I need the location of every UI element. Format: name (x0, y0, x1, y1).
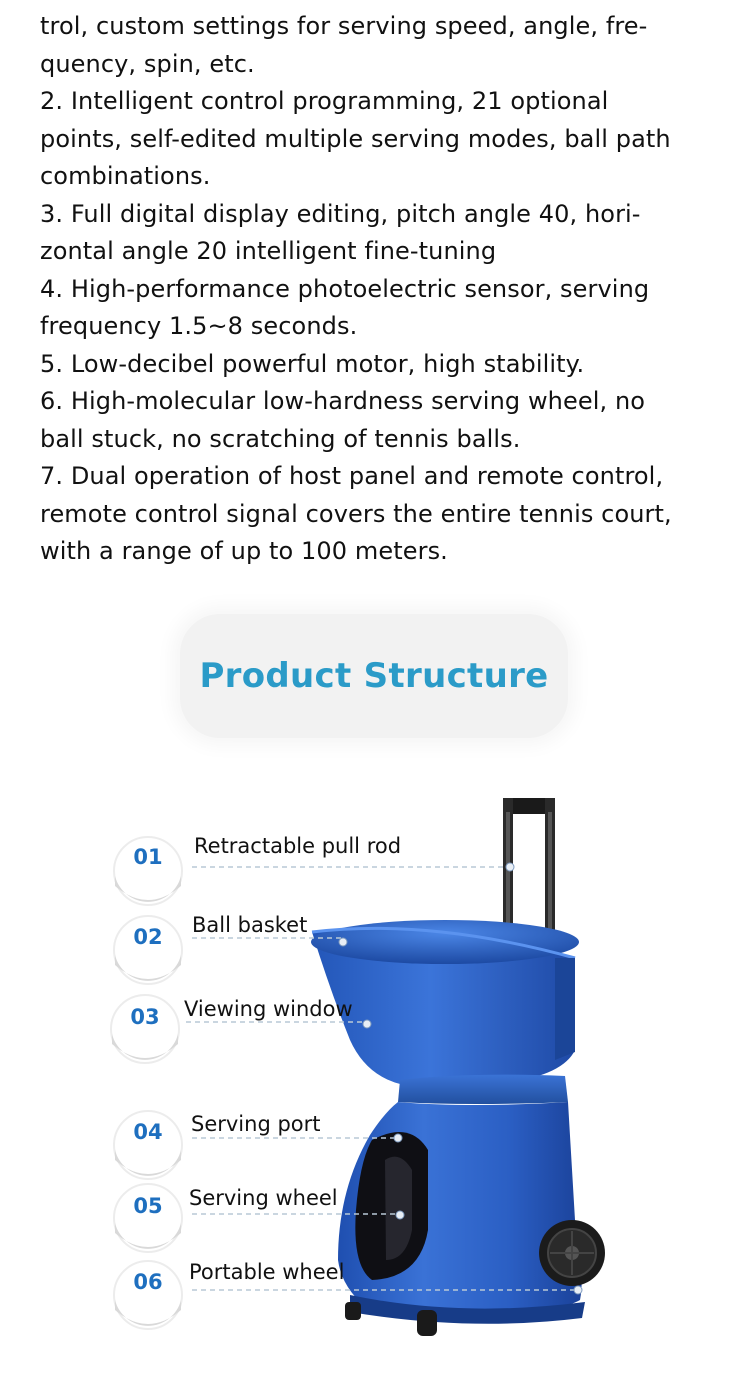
feature-line: combinations. (40, 162, 211, 190)
product-structure-diagram (0, 790, 750, 1383)
feature-line: remote control signal covers the entire tennis court, (40, 499, 672, 528)
part-number: 05 (133, 1194, 163, 1218)
middle-band (398, 1075, 568, 1104)
part-number: 04 (133, 1120, 163, 1144)
part-label-viewing-window: Viewing window (184, 997, 353, 1021)
feature-line: 4. High-performance photoelectric sensor, serving (40, 274, 650, 303)
feature-list (40, 8, 720, 571)
part-number: 03 (130, 1005, 160, 1029)
section-title: Product Structure (199, 656, 549, 696)
part-badge-06 (113, 1257, 183, 1327)
part-badge-04 (113, 1107, 183, 1177)
part-badge-05 (113, 1181, 183, 1251)
feature-line: zontal angle 20 intelligent fine-tuning (40, 237, 497, 265)
part-label-portable-wheel: Portable wheel (189, 1260, 345, 1284)
part-badge-02 (113, 912, 183, 982)
part-label-serving-port: Serving port (191, 1112, 321, 1136)
badge-shapes (111, 837, 182, 1329)
part-label-retractable-pull-rod: Retractable pull rod (194, 834, 402, 858)
section-title-banner (180, 614, 568, 738)
part-badge-03 (110, 992, 180, 1062)
part-number: 01 (133, 845, 163, 869)
feature-line: frequency 1.5~8 seconds. (40, 312, 358, 340)
part-label-ball-basket: Ball basket (192, 913, 308, 937)
feature-line: 7. Dual operation of host panel and remote control, (40, 462, 664, 490)
feature-line: 6. High-molecular low-hardness serving wheel, no (40, 387, 646, 415)
part-number: 06 (133, 1270, 163, 1294)
feature-line: 2. Intelligent control programming, 21 optional (40, 87, 609, 115)
feature-line: ball stuck, no scratching of tennis balls. (40, 424, 521, 453)
feature-line: points, self-edited multiple serving modes, ball path (40, 124, 671, 153)
feature-line: quency, spin, etc. (40, 49, 255, 78)
feature-line: with a range of up to 100 meters. (40, 537, 448, 565)
part-badge-01 (113, 832, 183, 902)
part-number: 02 (133, 925, 163, 949)
feature-line: 3. Full digital display editing, pitch angle 40, hori- (40, 199, 641, 228)
part-label-serving-wheel: Serving wheel (189, 1186, 338, 1210)
feature-line: 5. Low-decibel powerful motor, high stability. (40, 349, 585, 378)
feature-line: trol, custom settings for serving speed, angle, fre- (40, 12, 648, 40)
